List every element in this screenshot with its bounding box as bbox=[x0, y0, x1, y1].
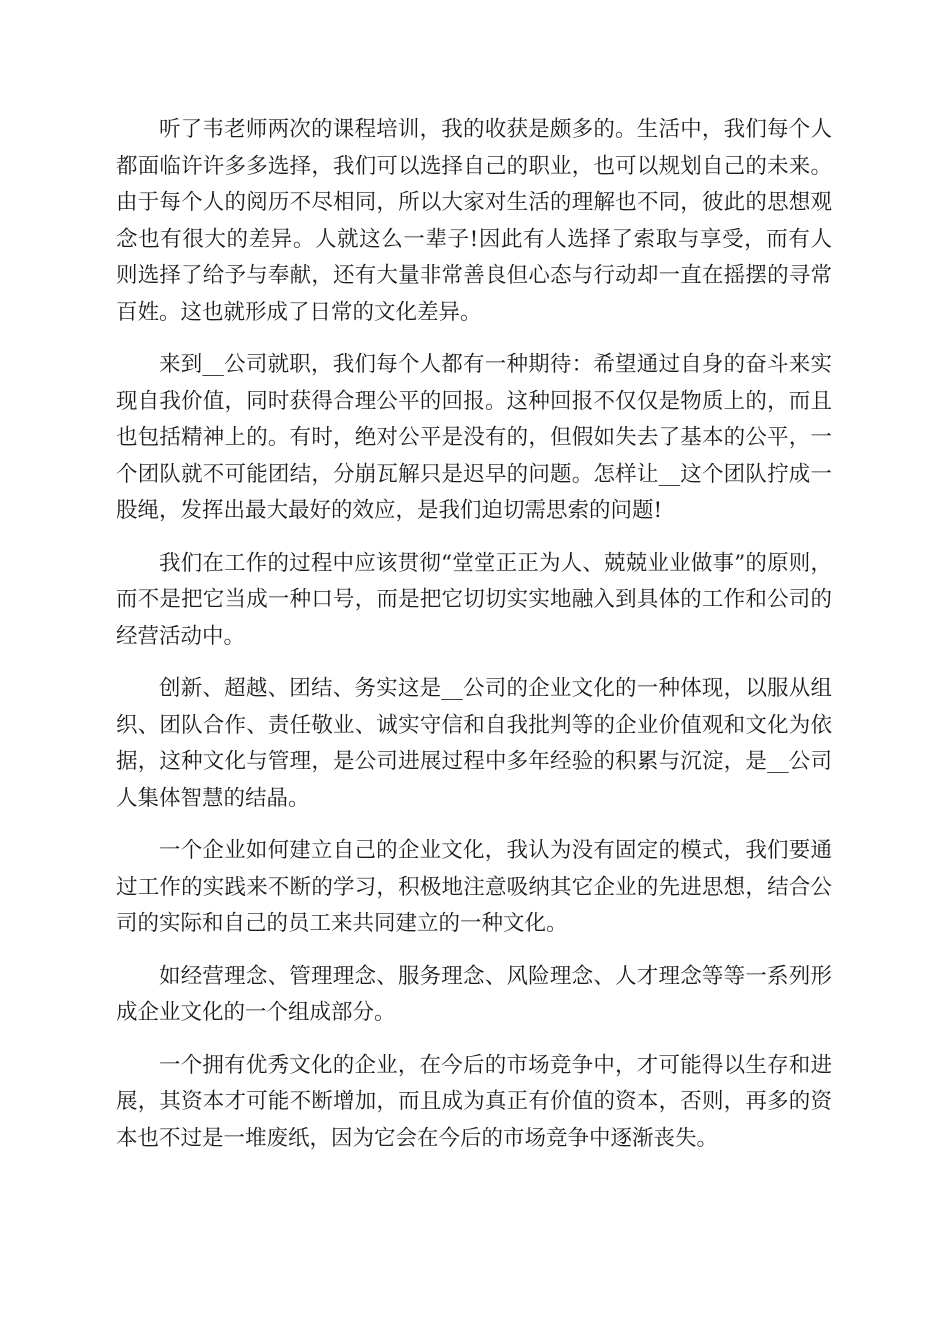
document-body bbox=[116, 112, 832, 1157]
paragraph-3: 我们在工作的过程中应该贯彻“堂堂正正为人、兢兢业业做事”的原则，而不是把它当成一种口号，而是把它切切实实地融入到具体的工作和公司的经营活动中。 bbox=[116, 550, 832, 649]
paragraph-2: 来到__公司就职，我们每个人都有一种期待：希望通过自身的奋斗来实现自我价值，同时获得合理公平的回报。这种回报不仅仅是物质上的，而且也包括精神上的。有时，绝对公平是没有的，但假如失去了基本的公平，一个团队就不可能团结，分崩瓦解只是迟早的问题。怎样让__这个团队拧成一股绳，发挥出最大最好的效应，是我们迫切需思索的问题! bbox=[116, 352, 832, 523]
paragraph-4: 创新、超越、团结、务实这是__公司的企业文化的一种体现，以服从组织、团队合作、责任敬业、诚实守信和自我批判等的企业价值观和文化为依据，这种文化与管理，是公司进展过程中多年经验的积累与沉淀，是__公司人集体智慧的结晶。 bbox=[116, 676, 832, 811]
paragraph-1: 听了韦老师两次的课程培训，我的收获是颇多的。生活中，我们每个人都面临许许多多选择，我们可以选择自己的职业，也可以规划自己的未来。由于每个人的阅历不尽相同，所以大家对生活的理解也不同，彼此的思想观念也有很大的差异。人就这么一辈子!因此有人选择了索取与享受，而有人则选择了给予与奉献，还有大量非常善良但心态与行动却一直在摇摆的寻常百姓。这也就形成了日常的文化差异。 bbox=[116, 117, 832, 325]
paragraph-5: 一个企业如何建立自己的企业文化，我认为没有固定的模式，我们要通过工作的实践来不断的学习，积极地注意吸纳其它企业的先进思想，结合公司的实际和自己的员工来共同建立的一种文化。 bbox=[116, 838, 832, 936]
paragraph-7: 一个拥有优秀文化的企业，在今后的市场竞争中，才可能得以生存和进展，其资本才可能不断增加，而且成为真正有价值的资本，否则，再多的资本也不过是一堆废纸，因为它会在今后的市场竞争中逐渐丧失。 bbox=[116, 1052, 832, 1151]
paragraph-6: 如经营理念、管理理念、服务理念、风险理念、人才理念等等一系列形成企业文化的一个组成部分。 bbox=[116, 963, 832, 1025]
